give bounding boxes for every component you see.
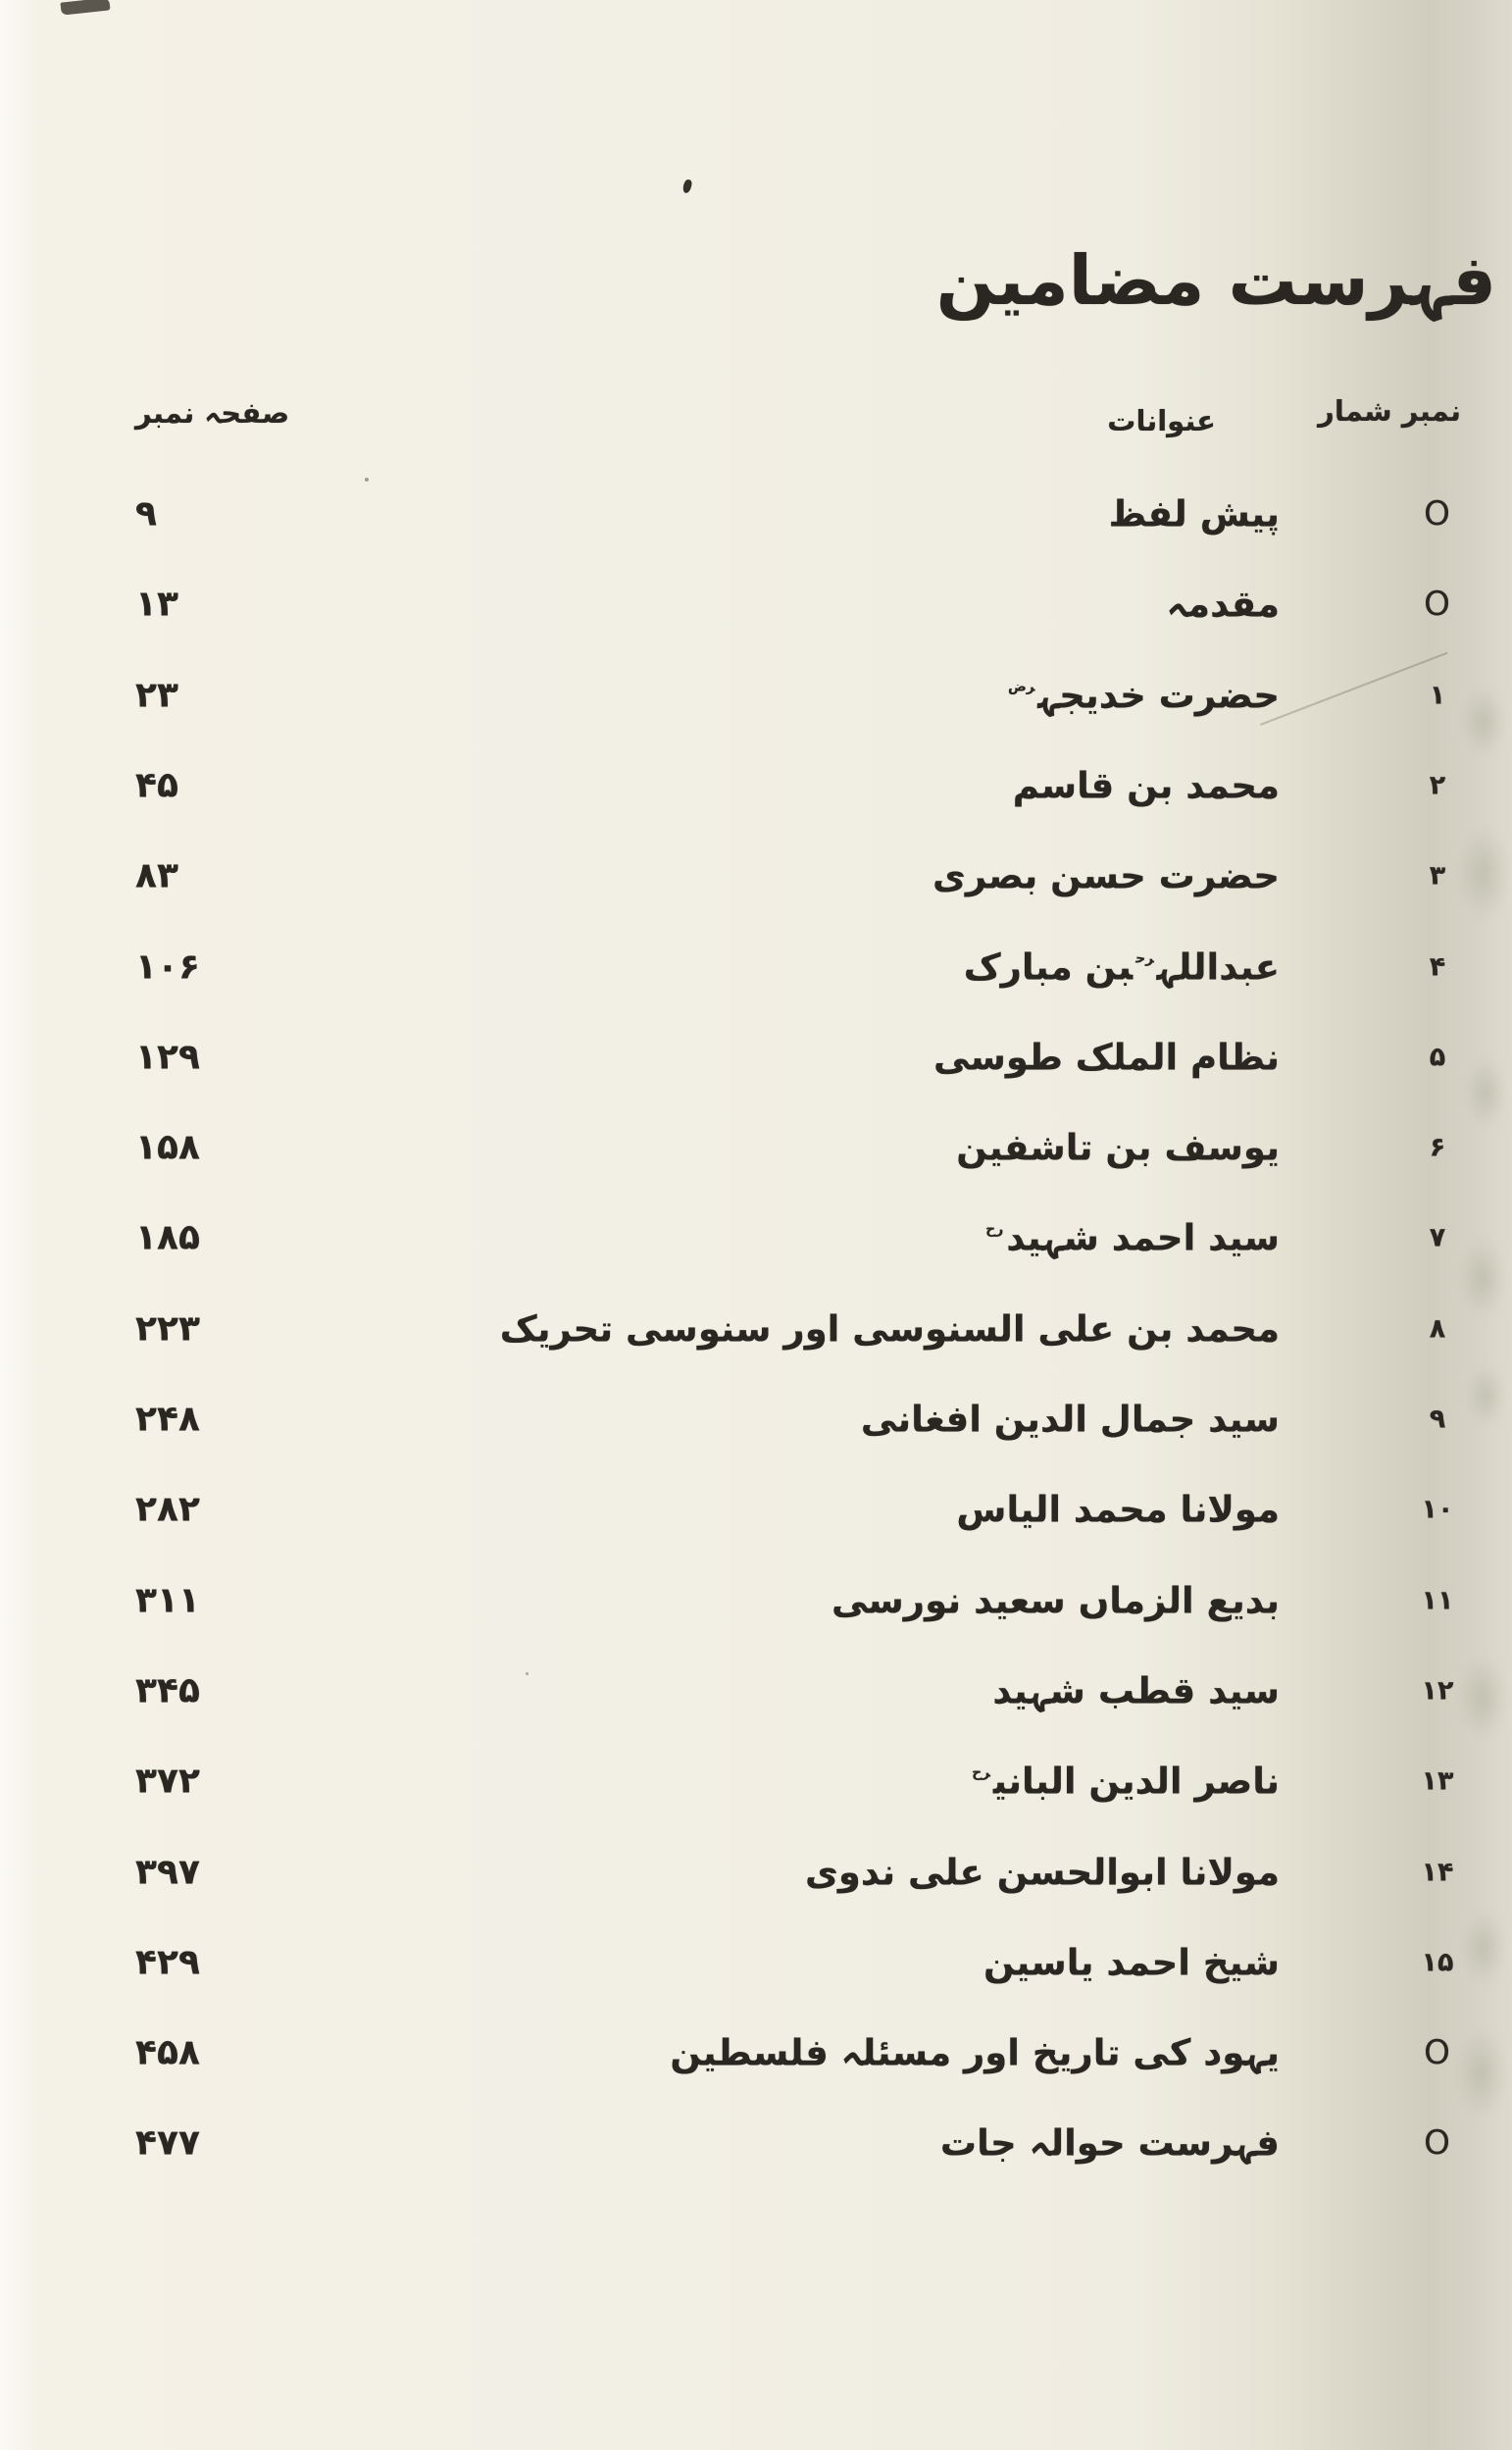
column-header-page-number: صفحہ نمبر (135, 396, 290, 430)
serial-number: ۱ (1429, 680, 1446, 711)
toc-row (0, 559, 1512, 649)
toc-row (0, 1102, 1512, 1193)
serial-number: ۳ (1429, 860, 1446, 892)
toc-row (0, 1646, 1512, 1736)
serial-number: ۷ (1429, 1222, 1446, 1253)
toc-row (0, 1556, 1512, 1646)
page-number: ۳۴۵ (135, 1670, 200, 1711)
serial-number: ۱۵ (1421, 1947, 1454, 1978)
page-number: ۳۹۷ (135, 1852, 200, 1892)
page-number: ۳۷۲ (135, 1761, 200, 1802)
page-number: ۱۵۸ (135, 1127, 200, 1168)
title-text: یوسف بن تاشفین (956, 1126, 1280, 1169)
title-text: ناصر الدین البانی (992, 1760, 1280, 1803)
title-text: پیش لفظ (1108, 492, 1280, 536)
title-text: عبداللہ (1156, 945, 1280, 988)
serial-number: ۱۲ (1421, 1675, 1454, 1707)
page-number: ۱۲۹ (135, 1037, 200, 1078)
entry-title (932, 855, 1280, 897)
toc-row (0, 2098, 1512, 2188)
serial-number: ۱۱ (1421, 1585, 1454, 1616)
title-text: فہرست حوالہ جات (939, 2121, 1280, 2165)
entry-title (956, 1127, 1280, 1169)
serial-number: ۹ (1429, 1404, 1446, 1435)
toc-row (0, 1012, 1512, 1102)
page-number: ۴۵۸ (135, 2032, 200, 2073)
honorific-mark: رح (985, 1221, 1004, 1238)
toc-row (0, 1736, 1512, 1826)
title-text: نظام الملک طوسی (933, 1036, 1280, 1079)
title-text: سید احمد شہید (1006, 1216, 1280, 1259)
entry-title (1167, 584, 1281, 626)
serial-number: ۱۴ (1421, 1857, 1454, 1887)
toc-row (0, 922, 1512, 1012)
toc-row (0, 1284, 1512, 1374)
title-text: مقدمہ (1166, 583, 1280, 626)
title-text: مولانا ابوالحسن علی ندوی (804, 1851, 1280, 1893)
serial-number: O (1424, 585, 1451, 625)
toc-row (0, 650, 1512, 740)
entry-title (670, 2032, 1280, 2074)
toc-row (0, 831, 1512, 921)
toc-row (0, 469, 1512, 559)
serial-number: ۵ (1429, 1042, 1446, 1073)
entry-title (940, 2122, 1280, 2165)
title-text: مولانا محمد الیاس (956, 1488, 1280, 1531)
toc-row (0, 740, 1512, 831)
entry-title (956, 1489, 1280, 1531)
serial-number: ۱۰ (1421, 1494, 1454, 1525)
title-text: سید قطب شہید (992, 1669, 1280, 1712)
toc-row (0, 1917, 1512, 2008)
entry-title (500, 1307, 1280, 1350)
column-header-serial-number: نمبر شمار (1318, 394, 1461, 428)
title-text: حضرت خدیجہ (1037, 674, 1280, 717)
entry-title (1005, 674, 1280, 716)
page-number: ۲۸۲ (135, 1489, 200, 1530)
serial-number: O (1424, 2123, 1451, 2164)
entry-title (861, 1399, 1280, 1441)
title-text: بدیع الزماں سعید نورسی (831, 1579, 1280, 1622)
page-number: ۲۴۸ (135, 1399, 200, 1440)
scan-smudge (60, 0, 110, 16)
toc-row (0, 1193, 1512, 1283)
serial-number: ۶ (1429, 1132, 1446, 1163)
honorific-mark: رح (972, 1764, 990, 1781)
page-number: ۲۲۳ (135, 1308, 200, 1350)
page-number: ۲۳ (135, 675, 178, 716)
entry-title (1013, 764, 1280, 806)
column-header-titles: عنوانات (1107, 404, 1216, 437)
page-number: ۴۵ (135, 765, 178, 806)
serial-number: ۴ (1429, 951, 1446, 982)
entry-title (805, 1851, 1280, 1893)
title-text: بن مبارک (963, 945, 1134, 988)
title-text: محمد بن علی السنوسی اور سنوسی تحریک (499, 1307, 1280, 1351)
page-number: ۴۷۷ (135, 2122, 200, 2164)
toc-row (0, 1464, 1512, 1555)
ink-speck (682, 179, 693, 193)
entry-title (964, 945, 1280, 988)
page-number: ۱۳ (135, 584, 178, 625)
serial-number: ۱۳ (1421, 1765, 1454, 1797)
title-text: محمد بن قاسم (1012, 764, 1280, 807)
honorific-mark: رح (1135, 950, 1154, 966)
page-title: فہرست مضامین (935, 240, 1496, 321)
entry-title (933, 1036, 1280, 1078)
entry-title (992, 1669, 1280, 1711)
entry-title (983, 1941, 1280, 1983)
page-number: ۸۳ (135, 855, 178, 896)
title-text: سید جمال الدین افغانی (860, 1398, 1280, 1441)
page-number: ۹ (135, 493, 157, 535)
toc-row (0, 1374, 1512, 1464)
toc-row (0, 1827, 1512, 1917)
toc-row (0, 2008, 1512, 2098)
entry-title (832, 1579, 1280, 1621)
serial-number: ۸ (1429, 1313, 1446, 1345)
entry-title (1109, 493, 1280, 536)
page-number: ۱۰۶ (135, 946, 200, 987)
serial-number: ۲ (1429, 770, 1446, 801)
title-text: حضرت حسن بصری (932, 854, 1280, 897)
page-number: ۱۸۵ (135, 1217, 200, 1258)
entry-title (983, 1217, 1280, 1259)
serial-number: O (1424, 494, 1451, 534)
honorific-mark: رض (1007, 679, 1035, 695)
entry-title (969, 1761, 1280, 1803)
title-text: شیخ احمد یاسین (983, 1941, 1280, 1984)
title-text: یہود کی تاریخ اور مسئلہ فلسطین (670, 2031, 1280, 2074)
page-number: ۳۱۱ (135, 1580, 200, 1621)
page-number: ۴۲۹ (135, 1942, 200, 1983)
serial-number: O (1424, 2033, 1451, 2073)
